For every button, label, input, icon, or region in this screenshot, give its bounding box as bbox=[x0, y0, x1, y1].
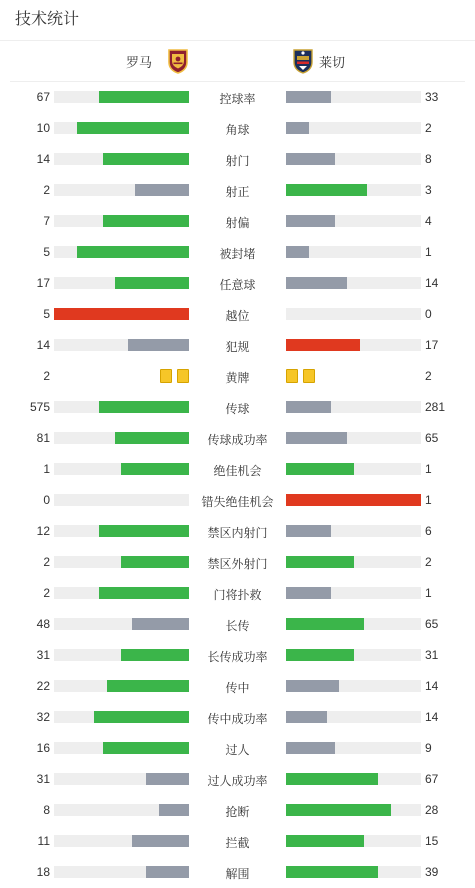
away-stat-bar-fill bbox=[286, 184, 367, 196]
away-stat-bar bbox=[286, 339, 421, 351]
lecce-crest-icon[interactable] bbox=[292, 48, 314, 74]
home-stat-bar-fill bbox=[159, 804, 189, 816]
home-stat-bar bbox=[54, 835, 189, 847]
away-stat-bar-fill bbox=[286, 401, 331, 413]
away-stat-bar-fill bbox=[286, 277, 347, 289]
stat-row bbox=[0, 144, 475, 175]
away-stat-value: 9 bbox=[425, 741, 432, 755]
away-stat-bar bbox=[286, 804, 421, 816]
stat-row bbox=[0, 547, 475, 578]
stat-row bbox=[0, 733, 475, 764]
away-stat-value: 0 bbox=[425, 307, 432, 321]
stat-label: 犯规 bbox=[225, 340, 250, 354]
stat-label: 绝佳机会 bbox=[213, 464, 262, 478]
home-stat-bar bbox=[54, 618, 189, 630]
stat-row bbox=[0, 82, 475, 113]
home-stat-value: 2 bbox=[43, 369, 50, 383]
away-stat-bar-fill bbox=[286, 494, 421, 506]
stat-row bbox=[0, 299, 475, 330]
home-stat-value: 17 bbox=[36, 276, 50, 290]
home-stat-bar-fill bbox=[115, 277, 189, 289]
home-stat-bar bbox=[54, 680, 189, 692]
section-header bbox=[0, 0, 475, 41]
home-stat-value: 0 bbox=[43, 493, 50, 507]
stat-label: 拦截 bbox=[225, 836, 250, 850]
stat-label: 禁区内射门 bbox=[207, 526, 268, 540]
stat-label: 射偏 bbox=[225, 216, 250, 230]
home-stat-value: 12 bbox=[36, 524, 50, 538]
away-stat-bar bbox=[286, 122, 421, 134]
home-stat-bar bbox=[54, 91, 189, 103]
stat-label: 解围 bbox=[225, 867, 250, 881]
yellow-card-icon bbox=[177, 369, 189, 383]
away-stat-bar-fill bbox=[286, 711, 327, 723]
stat-row bbox=[0, 702, 475, 733]
stat-row bbox=[0, 826, 475, 857]
home-stat-bar-fill bbox=[99, 401, 189, 413]
stat-row bbox=[0, 423, 475, 454]
away-stat-value: 1 bbox=[425, 462, 432, 476]
away-stat-bar-fill bbox=[286, 680, 339, 692]
stat-label: 任意球 bbox=[219, 278, 256, 292]
section-title: 技术统计 bbox=[15, 11, 80, 28]
away-stat-bar bbox=[286, 308, 421, 320]
home-stat-bar-fill bbox=[115, 432, 189, 444]
stat-row bbox=[0, 795, 475, 826]
away-stat-bar bbox=[286, 246, 421, 258]
home-stat-bar-fill bbox=[121, 649, 189, 661]
away-stat-bar bbox=[286, 525, 421, 537]
away-stat-bar bbox=[286, 835, 421, 847]
stat-row bbox=[0, 361, 475, 392]
home-stat-bar-fill bbox=[146, 773, 189, 785]
stat-label: 禁区外射门 bbox=[207, 557, 268, 571]
stat-row bbox=[0, 857, 475, 888]
home-stat-value: 10 bbox=[36, 121, 50, 135]
home-stat-bar-fill bbox=[103, 742, 189, 754]
stat-label: 门将扑救 bbox=[213, 588, 262, 602]
home-stat-bar bbox=[54, 401, 189, 413]
home-stat-value: 18 bbox=[36, 865, 50, 879]
stat-label: 传中 bbox=[225, 681, 250, 695]
away-stat-bar bbox=[286, 587, 421, 599]
away-stat-value: 281 bbox=[425, 400, 446, 414]
away-stat-value: 1 bbox=[425, 245, 432, 259]
home-stat-bar-fill bbox=[121, 463, 189, 475]
stat-label: 传球 bbox=[225, 402, 250, 416]
away-stat-bar-fill bbox=[286, 463, 354, 475]
home-team-name[interactable]: 罗马 bbox=[125, 55, 152, 70]
away-stat-bar-fill bbox=[286, 835, 364, 847]
away-stat-value: 15 bbox=[425, 834, 439, 848]
away-stat-value: 2 bbox=[425, 121, 432, 135]
away-stat-bar bbox=[286, 649, 421, 661]
home-stat-bar-fill bbox=[121, 556, 189, 568]
home-stat-bar bbox=[54, 339, 189, 351]
stat-label: 错失绝佳机会 bbox=[201, 495, 274, 509]
away-stat-bar bbox=[286, 494, 421, 506]
away-stat-bar-fill bbox=[286, 122, 309, 134]
home-yellow-cards bbox=[155, 369, 189, 383]
home-stat-bar-fill bbox=[99, 525, 189, 537]
home-stat-bar-fill bbox=[99, 91, 189, 103]
away-stat-value: 39 bbox=[425, 865, 439, 879]
stats-list bbox=[0, 82, 475, 888]
home-stat-bar-fill bbox=[103, 153, 189, 165]
home-stat-value: 2 bbox=[43, 555, 50, 569]
home-stat-bar bbox=[54, 184, 189, 196]
yellow-card-icon bbox=[160, 369, 172, 383]
home-stat-bar bbox=[54, 587, 189, 599]
home-stat-bar bbox=[54, 525, 189, 537]
away-stat-value: 67 bbox=[425, 772, 439, 786]
away-stat-value: 6 bbox=[425, 524, 432, 538]
stat-row bbox=[0, 516, 475, 547]
home-stat-value: 14 bbox=[36, 338, 50, 352]
home-stat-bar-fill bbox=[132, 618, 189, 630]
stat-row bbox=[0, 609, 475, 640]
away-stat-bar bbox=[286, 91, 421, 103]
home-stat-value: 5 bbox=[43, 307, 50, 321]
away-stat-value: 1 bbox=[425, 586, 432, 600]
away-stat-bar-fill bbox=[286, 773, 378, 785]
away-stat-bar-fill bbox=[286, 587, 331, 599]
away-stat-bar bbox=[286, 742, 421, 754]
away-stat-bar bbox=[286, 866, 421, 878]
stat-row bbox=[0, 578, 475, 609]
home-stat-bar bbox=[54, 246, 189, 258]
stat-label: 越位 bbox=[225, 309, 250, 323]
stat-row bbox=[0, 268, 475, 299]
home-stat-bar bbox=[54, 463, 189, 475]
stat-label: 抢断 bbox=[225, 805, 250, 819]
home-stat-value: 7 bbox=[43, 214, 50, 228]
away-stat-value: 65 bbox=[425, 617, 439, 631]
roma-crest-icon[interactable] bbox=[167, 48, 189, 74]
home-stat-value: 5 bbox=[43, 245, 50, 259]
home-stat-value: 14 bbox=[36, 152, 50, 166]
home-stat-bar-fill bbox=[128, 339, 189, 351]
home-stat-value: 48 bbox=[36, 617, 50, 631]
home-stat-bar-fill bbox=[103, 215, 189, 227]
stat-row bbox=[0, 237, 475, 268]
home-stat-bar bbox=[54, 432, 189, 444]
home-stat-value: 2 bbox=[43, 183, 50, 197]
away-stat-value: 1 bbox=[425, 493, 432, 507]
away-stat-bar-fill bbox=[286, 804, 391, 816]
away-stat-bar bbox=[286, 215, 421, 227]
away-stat-value: 31 bbox=[425, 648, 439, 662]
home-stat-bar bbox=[54, 649, 189, 661]
home-stat-value: 575 bbox=[29, 400, 50, 414]
away-stat-bar-fill bbox=[286, 339, 360, 351]
stat-row bbox=[0, 454, 475, 485]
stat-row bbox=[0, 175, 475, 206]
away-stat-bar bbox=[286, 711, 421, 723]
stat-label: 被封堵 bbox=[219, 247, 256, 261]
home-stat-bar bbox=[54, 742, 189, 754]
stat-label: 控球率 bbox=[219, 92, 256, 106]
away-stat-bar bbox=[286, 463, 421, 475]
home-stat-bar bbox=[54, 215, 189, 227]
stat-label: 射门 bbox=[225, 154, 250, 168]
away-stat-bar-fill bbox=[286, 246, 309, 258]
away-stat-bar bbox=[286, 432, 421, 444]
stat-row bbox=[0, 206, 475, 237]
away-stat-bar bbox=[286, 153, 421, 165]
away-stat-value: 28 bbox=[425, 803, 439, 817]
away-stat-bar bbox=[286, 277, 421, 289]
away-stat-value: 17 bbox=[425, 338, 439, 352]
stat-row bbox=[0, 392, 475, 423]
home-stat-value: 31 bbox=[36, 772, 50, 786]
away-stat-value: 8 bbox=[425, 152, 432, 166]
away-stat-value: 33 bbox=[425, 90, 439, 104]
away-stat-value: 14 bbox=[425, 710, 439, 724]
away-stat-value: 14 bbox=[425, 276, 439, 290]
away-stat-bar bbox=[286, 556, 421, 568]
stat-label: 过人成功率 bbox=[207, 774, 268, 788]
home-stat-bar-fill bbox=[99, 587, 189, 599]
away-stat-bar-fill bbox=[286, 525, 331, 537]
home-stat-bar bbox=[54, 711, 189, 723]
stat-label: 传球成功率 bbox=[207, 433, 268, 447]
away-stat-bar-fill bbox=[286, 866, 378, 878]
home-stat-bar-fill bbox=[132, 835, 189, 847]
yellow-card-icon bbox=[286, 369, 298, 383]
home-stat-bar bbox=[54, 153, 189, 165]
stat-label: 角球 bbox=[225, 123, 250, 137]
stat-label: 过人 bbox=[225, 743, 250, 757]
away-stat-bar-fill bbox=[286, 432, 347, 444]
away-stat-bar bbox=[286, 773, 421, 785]
stat-row bbox=[0, 113, 475, 144]
stat-row bbox=[0, 671, 475, 702]
home-stat-bar-fill bbox=[107, 680, 189, 692]
stat-label: 射正 bbox=[225, 185, 250, 199]
teams-bar bbox=[10, 41, 465, 82]
away-stat-bar bbox=[286, 184, 421, 196]
home-stat-bar bbox=[54, 308, 189, 320]
away-stat-bar-fill bbox=[286, 153, 335, 165]
away-stat-bar bbox=[286, 618, 421, 630]
away-yellow-cards bbox=[286, 369, 320, 383]
home-stat-value: 11 bbox=[37, 834, 50, 848]
stat-label: 传中成功率 bbox=[207, 712, 268, 726]
home-stat-value: 32 bbox=[36, 710, 50, 724]
home-stat-bar-fill bbox=[135, 184, 189, 196]
home-stat-value: 2 bbox=[43, 586, 50, 600]
home-stat-bar-fill bbox=[77, 246, 189, 258]
away-stat-value: 2 bbox=[425, 369, 432, 383]
away-stat-value: 14 bbox=[425, 679, 439, 693]
home-stat-value: 22 bbox=[36, 679, 50, 693]
stat-row bbox=[0, 764, 475, 795]
away-stat-bar-fill bbox=[286, 215, 335, 227]
home-stat-bar bbox=[54, 494, 189, 506]
home-stat-value: 8 bbox=[43, 803, 50, 817]
home-stat-bar bbox=[54, 866, 189, 878]
stat-row bbox=[0, 330, 475, 361]
home-stat-bar-fill bbox=[77, 122, 189, 134]
home-stat-value: 1 bbox=[43, 462, 50, 476]
home-stat-bar bbox=[54, 804, 189, 816]
away-stat-bar bbox=[286, 401, 421, 413]
home-stat-bar-fill bbox=[54, 308, 189, 320]
stat-row bbox=[0, 485, 475, 516]
home-stat-bar bbox=[54, 556, 189, 568]
home-stat-value: 31 bbox=[36, 648, 50, 662]
home-stat-value: 67 bbox=[36, 90, 50, 104]
home-stat-bar-fill bbox=[94, 711, 189, 723]
away-team-name[interactable]: 莱切 bbox=[319, 55, 346, 70]
yellow-card-icon bbox=[303, 369, 315, 383]
home-stat-bar bbox=[54, 122, 189, 134]
stat-label: 黄牌 bbox=[225, 371, 250, 385]
home-stat-bar bbox=[54, 277, 189, 289]
away-stat-value: 65 bbox=[425, 431, 439, 445]
away-stat-value: 2 bbox=[425, 555, 432, 569]
away-stat-bar-fill bbox=[286, 556, 354, 568]
away-stat-bar-fill bbox=[286, 618, 364, 630]
away-stat-bar bbox=[286, 680, 421, 692]
stat-label: 长传成功率 bbox=[207, 650, 268, 664]
away-stat-value: 4 bbox=[425, 214, 432, 228]
home-stat-bar bbox=[54, 773, 189, 785]
home-stat-value: 81 bbox=[36, 431, 50, 445]
stat-label: 长传 bbox=[225, 619, 250, 633]
home-stat-value: 16 bbox=[36, 741, 50, 755]
away-stat-bar-fill bbox=[286, 91, 331, 103]
stat-row bbox=[0, 640, 475, 671]
away-stat-bar-fill bbox=[286, 742, 335, 754]
away-stat-value: 3 bbox=[425, 183, 432, 197]
away-stat-bar-fill bbox=[286, 649, 354, 661]
home-stat-bar-fill bbox=[146, 866, 189, 878]
